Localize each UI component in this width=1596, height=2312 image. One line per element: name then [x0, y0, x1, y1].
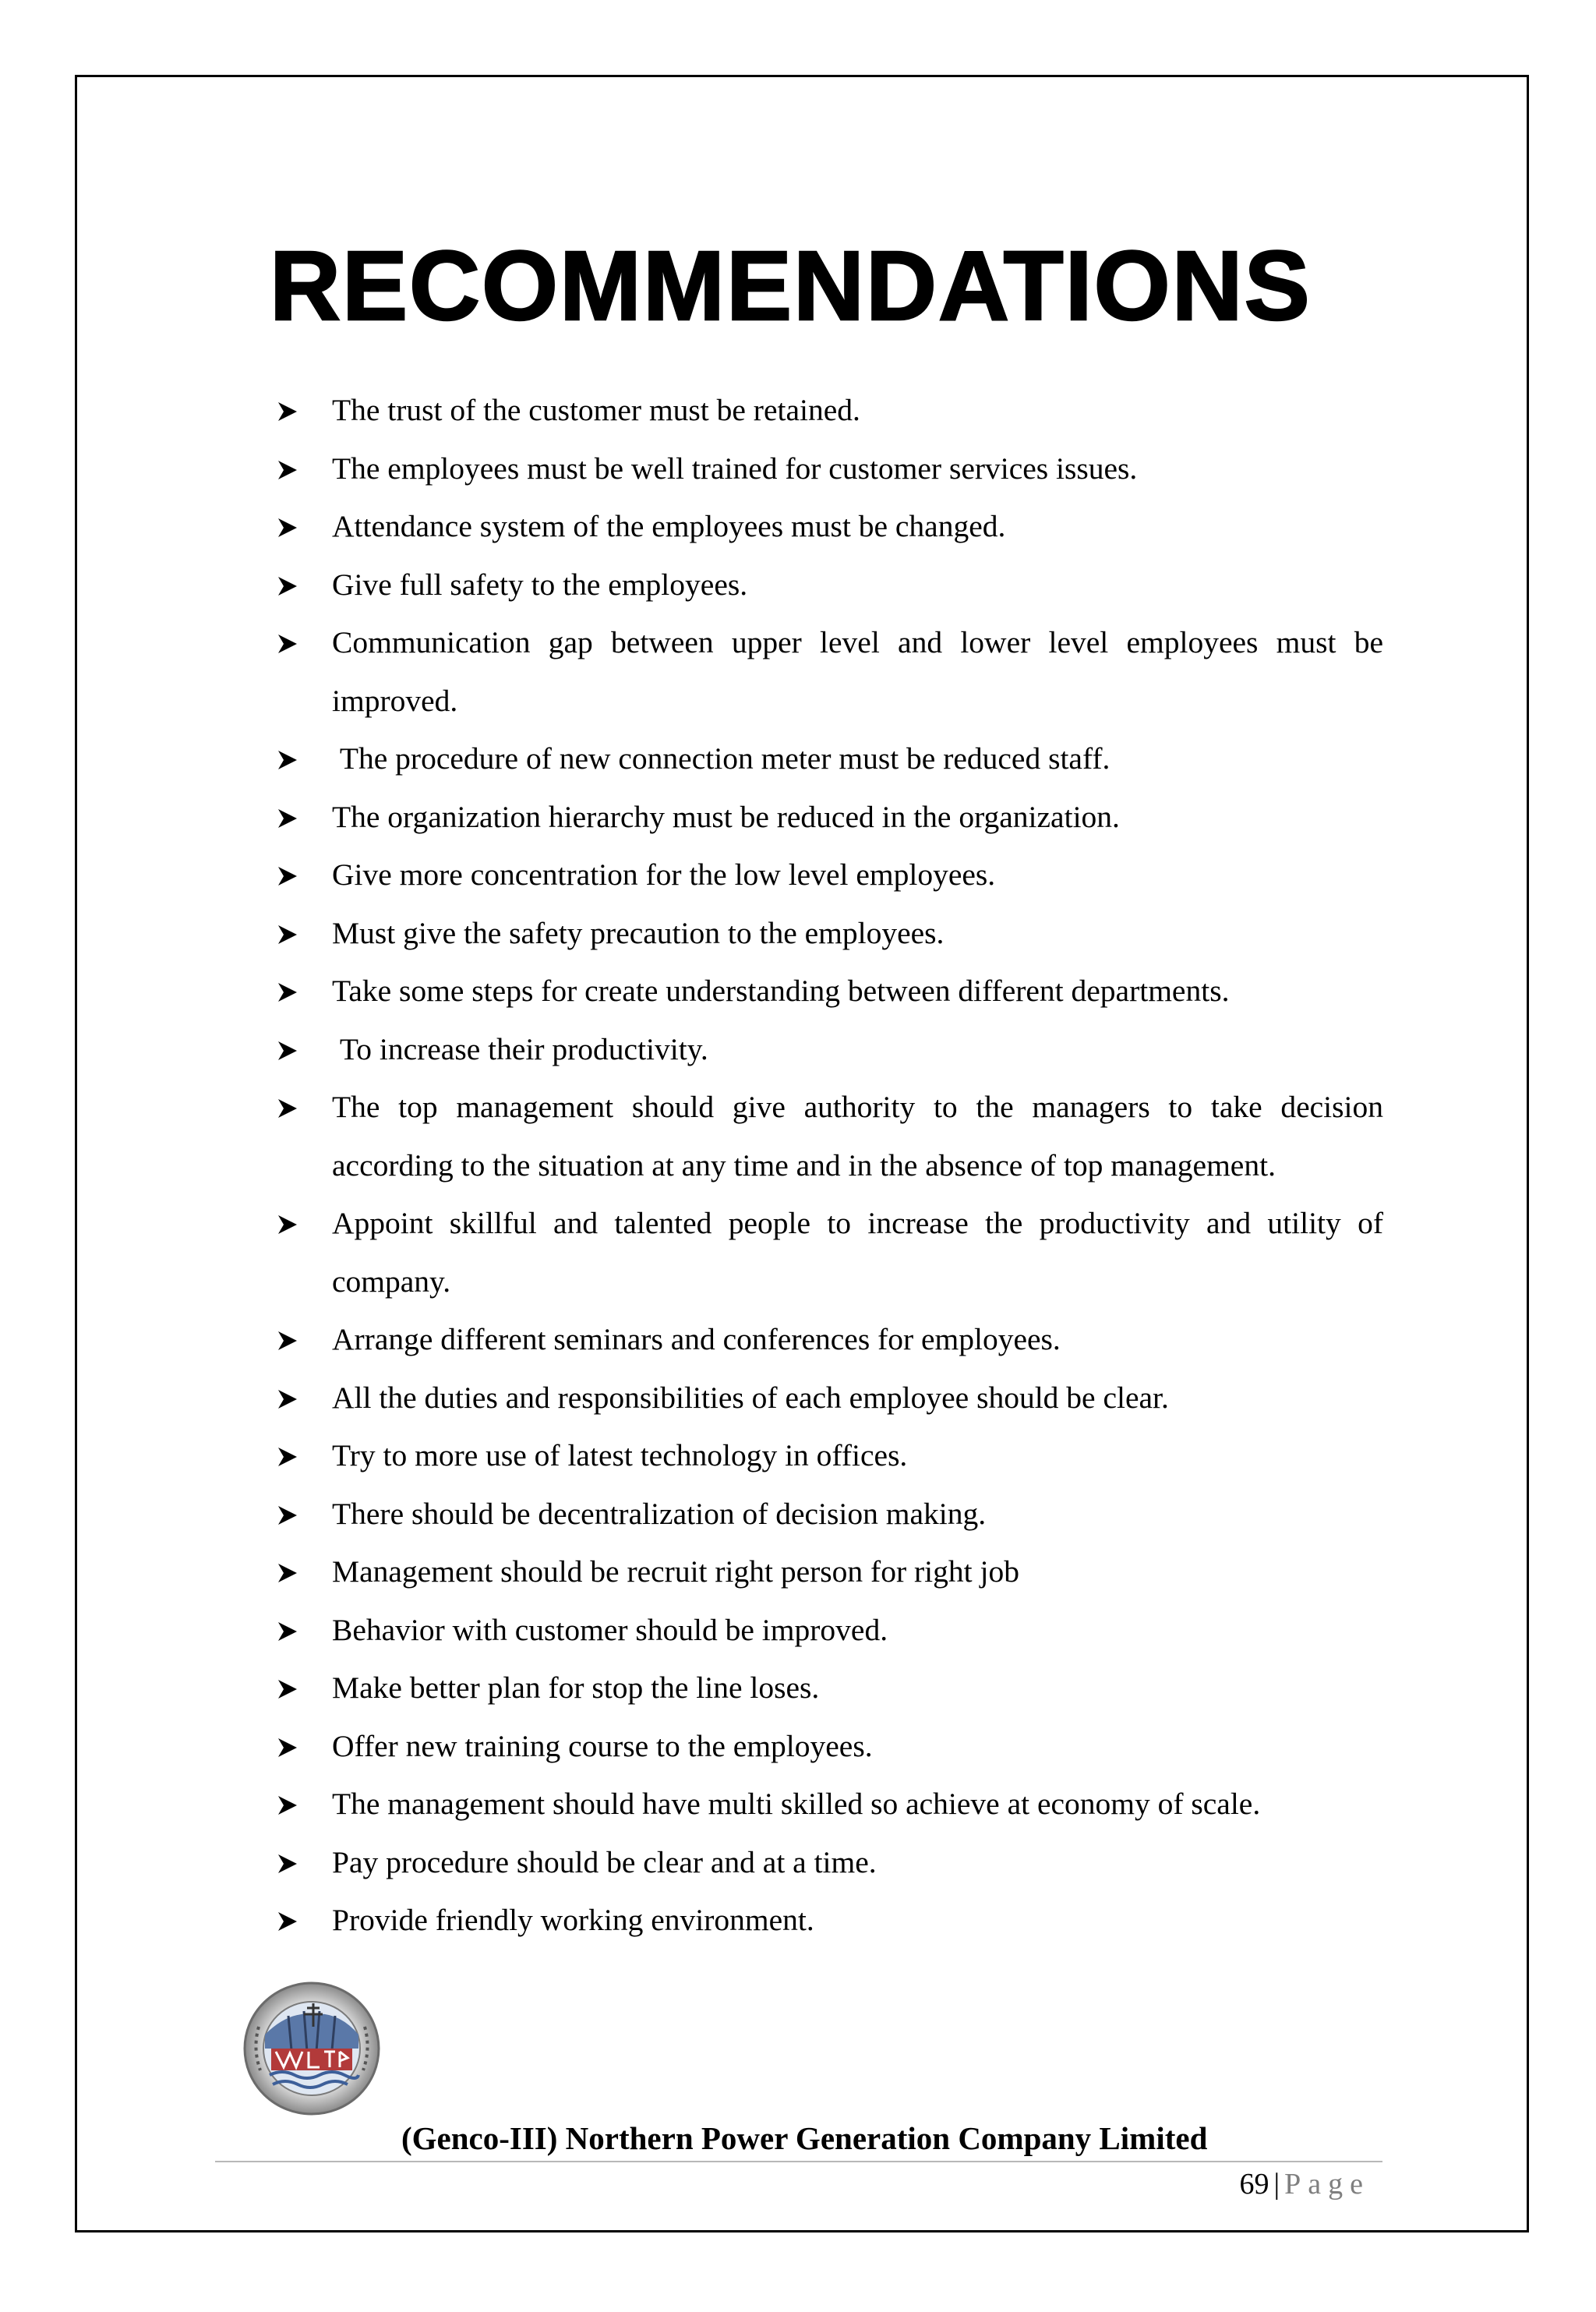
recommendation-item: [277, 1310, 1383, 1369]
page-title: RECOMMENDATIONS: [270, 231, 1312, 341]
recommendation-item: [277, 1543, 1383, 1601]
arrowhead-bullet-icon: [277, 1098, 298, 1119]
page-number: [1240, 2165, 1370, 2203]
arrowhead-bullet-icon: [277, 808, 298, 829]
arrowhead-bullet-icon: [277, 981, 298, 1003]
recommendation-text: To increase their productivity.: [332, 1031, 708, 1066]
recommendation-item: [277, 440, 1383, 498]
arrowhead-bullet-icon: [277, 575, 298, 597]
recommendation-item: [277, 1369, 1383, 1427]
recommendation-text: Behavior with customer should be improved.: [332, 1612, 888, 1647]
arrowhead-bullet-icon: [277, 1504, 298, 1526]
recommendation-text: Try to more use of latest technology in offices.: [332, 1438, 908, 1472]
recommendation-item: [277, 962, 1383, 1020]
arrowhead-bullet-icon: [277, 1214, 298, 1236]
recommendation-text: Give more concentration for the low level employees.: [332, 857, 996, 892]
arrowhead-bullet-icon: [277, 1040, 298, 1062]
recommendation-text: Provide friendly working environment.: [332, 1903, 814, 1937]
recommendation-item: [277, 1891, 1383, 1950]
footer-divider: [215, 2161, 1382, 2162]
arrowhead-bullet-icon: [277, 1678, 298, 1700]
recommendation-text: Arrange different seminars and conferences for employees.: [332, 1322, 1061, 1356]
arrowhead-bullet-icon: [277, 1330, 298, 1352]
arrowhead-bullet-icon: [277, 1911, 298, 1932]
page-number-value: 69: [1239, 2168, 1269, 2201]
recommendation-text: Offer new training course to the employees.: [332, 1728, 873, 1763]
recommendation-item: [277, 497, 1383, 556]
recommendation-item: [277, 846, 1383, 904]
recommendation-item: [277, 1601, 1383, 1660]
arrowhead-bullet-icon: [277, 749, 298, 771]
recommendation-item: [277, 1833, 1383, 1892]
recommendation-item: [277, 1485, 1383, 1543]
recommendation-text: Take some steps for create understanding between different departments.: [332, 974, 1230, 1008]
recommendations-list: [277, 381, 1383, 1950]
recommendation-item: [277, 556, 1383, 614]
arrowhead-bullet-icon: [277, 1621, 298, 1642]
recommendation-item: [277, 904, 1383, 963]
footer-company-name: (Genco-III) Northern Power Generation Company Limited: [401, 2120, 1208, 2156]
arrowhead-bullet-icon: [277, 1388, 298, 1410]
recommendation-text: The management should have multi skilled so achieve at economy of scale.: [332, 1787, 1261, 1821]
recommendation-text: Communication gap between upper level and lower level employees must be improved.: [332, 625, 1383, 718]
arrowhead-bullet-icon: [277, 1853, 298, 1875]
arrowhead-bullet-icon: [277, 1562, 298, 1584]
arrowhead-bullet-icon: [277, 459, 298, 481]
arrowhead-bullet-icon: [277, 517, 298, 539]
recommendation-text: Appoint skillful and talented people to increase the productivity and utility of company.: [332, 1206, 1383, 1299]
recommendation-item: [277, 1659, 1383, 1717]
page-number-separator: |: [1273, 2168, 1280, 2201]
recommendation-text: The top management should give authority to the managers to take decision according to the situation at any time and in the absence of top management.: [332, 1090, 1383, 1183]
recommendation-text: Make better plan for stop the line loses.: [332, 1670, 820, 1705]
arrowhead-bullet-icon: [277, 924, 298, 946]
recommendation-text: All the duties and responsibilities of each employee should be clear.: [332, 1380, 1169, 1415]
recommendation-item: [277, 613, 1383, 730]
arrowhead-bullet-icon: [277, 401, 298, 422]
recommendation-text: Must give the safety precaution to the employees.: [332, 915, 945, 950]
arrowhead-bullet-icon: [277, 633, 298, 655]
recommendation-text: Attendance system of the employees must be changed.: [332, 509, 1006, 543]
recommendation-item: [277, 1717, 1383, 1776]
recommendation-text: Management should be recruit right person for right job: [332, 1554, 1019, 1589]
recommendation-text: The procedure of new connection meter must be reduced staff.: [332, 741, 1110, 776]
recommendation-text: There should be decentralization of decision making.: [332, 1496, 987, 1531]
recommendation-text: The organization hierarchy must be reduced in the organization.: [332, 799, 1120, 834]
arrowhead-bullet-icon: [277, 865, 298, 887]
recommendation-text: The trust of the customer must be retained.: [332, 393, 860, 427]
recommendation-item: [277, 1775, 1383, 1833]
arrowhead-bullet-icon: [277, 1794, 298, 1816]
recommendation-item: [277, 730, 1383, 788]
recommendation-text: Pay procedure should be clear and at a time.: [332, 1844, 877, 1879]
company-seal-logo: [242, 1980, 382, 2117]
recommendation-item: [277, 1194, 1383, 1310]
page-label: Page: [1284, 2168, 1370, 2201]
arrowhead-bullet-icon: [277, 1446, 298, 1468]
recommendation-item: [277, 1426, 1383, 1485]
arrowhead-bullet-icon: [277, 1737, 298, 1759]
recommendation-item: [277, 1020, 1383, 1079]
recommendation-item: [277, 788, 1383, 847]
recommendation-text: Give full safety to the employees.: [332, 567, 748, 602]
recommendation-item: [277, 1078, 1383, 1194]
recommendation-item: [277, 381, 1383, 440]
recommendation-text: The employees must be well trained for customer services issues.: [332, 451, 1138, 486]
